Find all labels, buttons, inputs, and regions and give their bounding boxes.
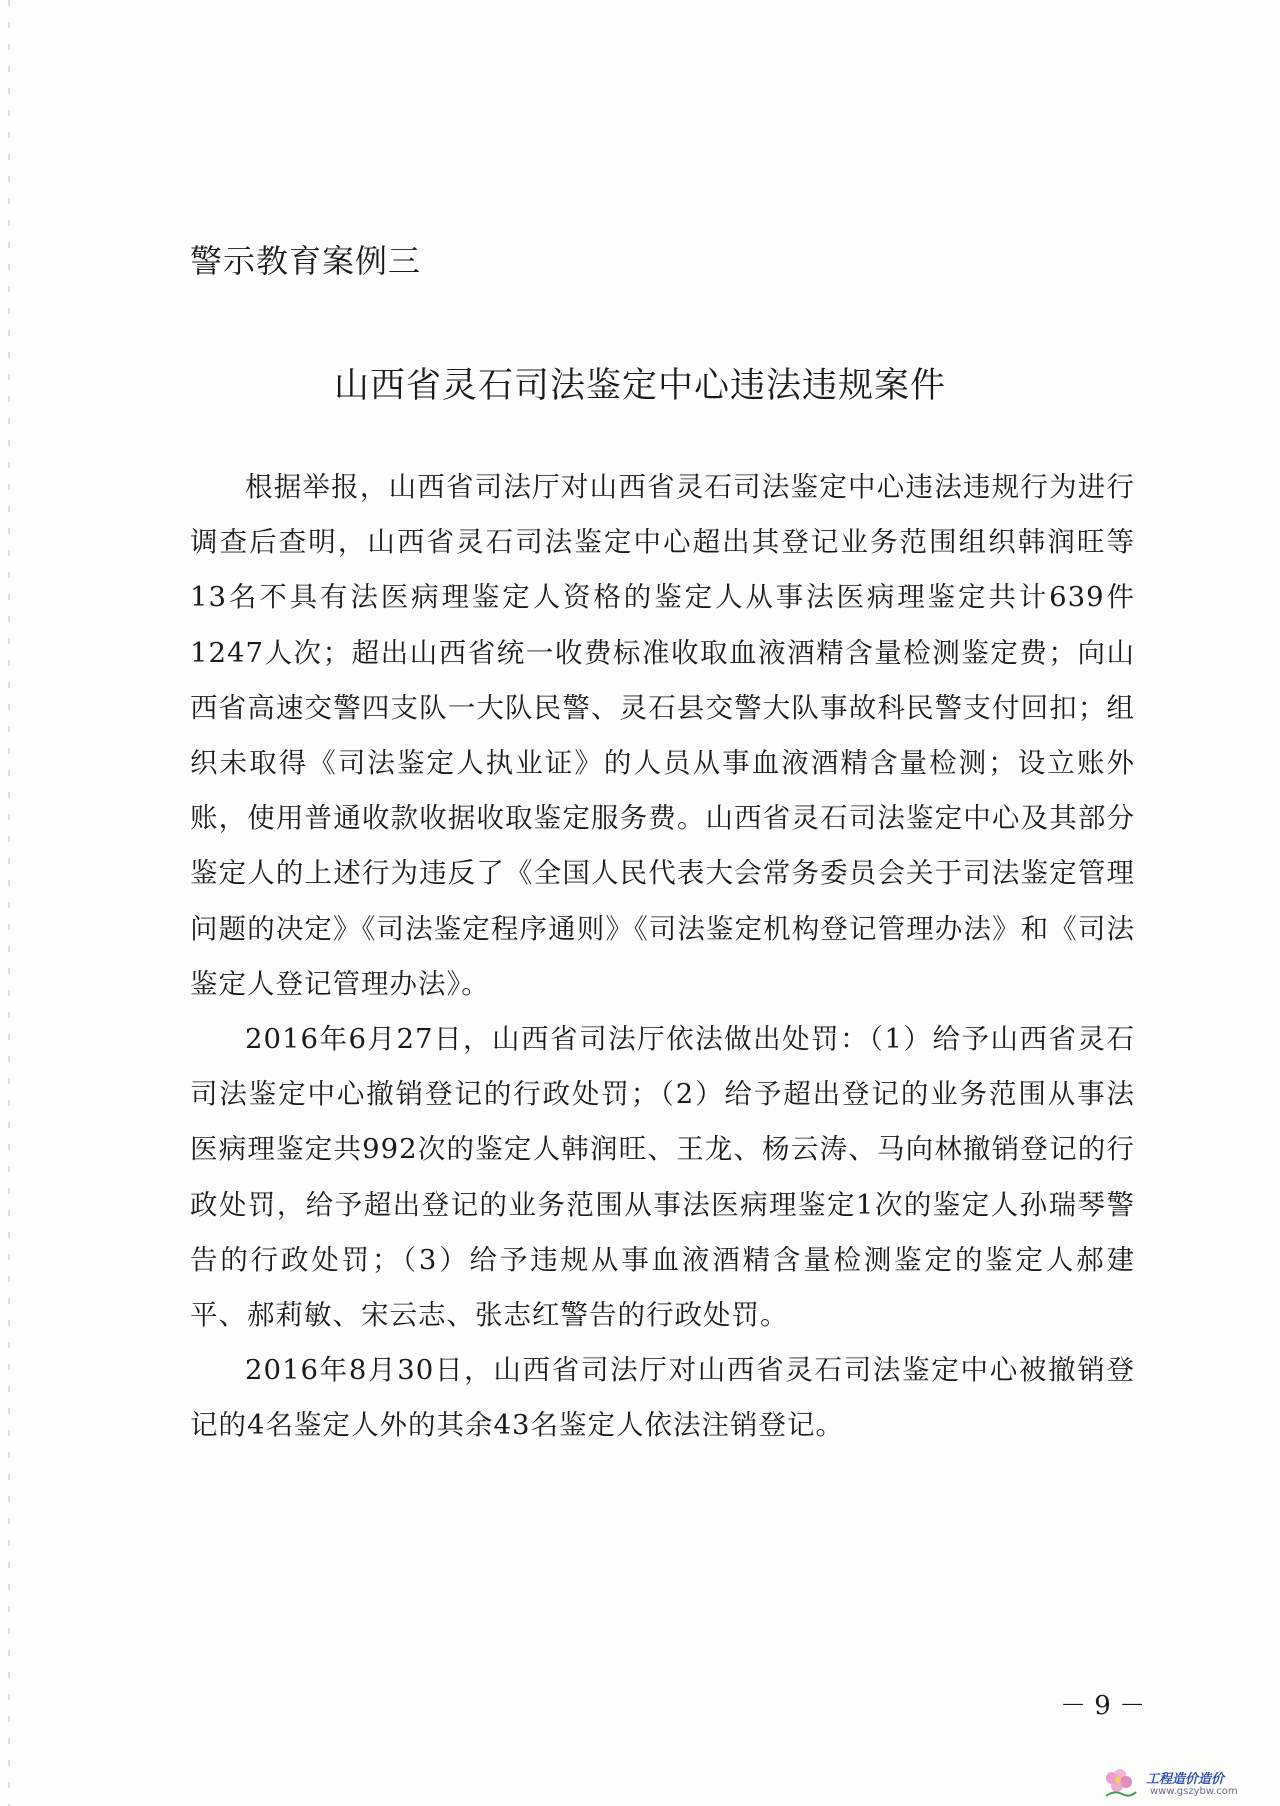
flower-logo-icon bbox=[1100, 1768, 1140, 1800]
paragraph-penalties: 2016年6月27日，山西省司法厅依法做出处罚：（1）给予山西省灵石司法鉴定中心撤销登记的行政处罚；（2）给予超出登记的业务范围从事法医病理鉴定共992次的鉴定人韩润旺、王龙、杨云涛、马向林撤销登记的行政处罚，给予超出登记的业务范围从事法医病理鉴定1次的鉴定人孙瑞琴警告的行政处罚；（3）给予违规从事血液酒精含量检测鉴定的鉴定人郝建平、郝莉敏、宋云志、张志红警告的行政处罚。 bbox=[190, 1023, 1135, 1332]
paragraph-findings: 根据举报，山西省司法厅对山西省灵石司法鉴定中心违法违规行为进行调查后查明，山西省灵石司法鉴定中心超出其登记业务范围组织韩润旺等13名不具有法医病理鉴定人资格的鉴定人从事法医病理鉴定共计639件1247人次；超出山西省统一收费标准收取血液酒精含量检测鉴定费；向山西省高速交警四支队一大队民警、灵石县交警大队事故科民警支付回扣；组织未取得《司法鉴定人执业证》的人员从事血液酒精含量检测；设立账外账，使用普通收款收据收取鉴定服务费。山西省灵石司法鉴定中心及其部分鉴定人的上述行为违反了《全国人民代表大会常务委员会关于司法鉴定管理问题的决定》《司法鉴定程序通则》《司法鉴定机构登记管理办法》和《司法鉴定人登记管理办法》。 bbox=[190, 471, 1135, 1000]
paragraph-cancellation: 2016年8月30日，山西省司法厅对山西省灵石司法鉴定中心被撤销登记的4名鉴定人外的其余43名鉴定人依法注销登记。 bbox=[190, 1354, 1135, 1442]
watermark-site-url: www.gszybw.com bbox=[1150, 1786, 1238, 1797]
document-body bbox=[190, 460, 1135, 1454]
scan-edge-marks bbox=[8, 0, 10, 1806]
case-label: 警示教育案例三 bbox=[190, 242, 422, 280]
document-title: 山西省灵石司法鉴定中心违法违规案件 bbox=[333, 366, 946, 406]
site-watermark bbox=[1100, 1766, 1276, 1802]
watermark-site-name: 工程造价造价 bbox=[1146, 1772, 1225, 1787]
page-number: － 9 － bbox=[1060, 1691, 1146, 1721]
